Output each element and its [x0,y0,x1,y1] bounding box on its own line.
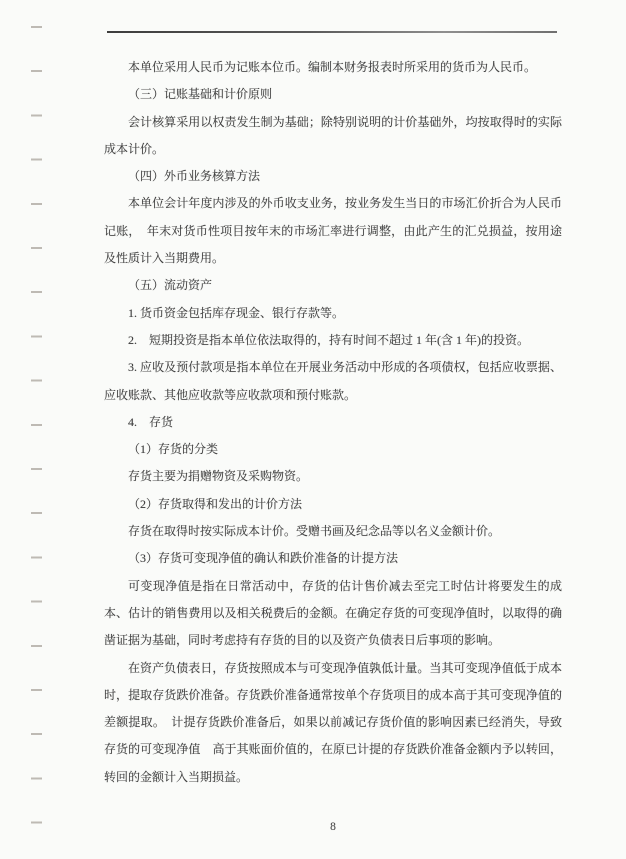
paragraph: 存货在取得时按实际成本计价。受赠书画及纪念品等以名义金额计价。 [128,524,501,539]
paragraph: 1. 货币资金包括库存现金、银行存款等。 [128,305,345,320]
header-rule-line [107,31,557,33]
paragraph: 存货主要为捐赠物资及采购物资。 [128,469,309,484]
binding-marks [31,26,42,826]
paragraph: （三）记账基础和计价原则 [128,87,273,102]
paragraph: 4. 存货 [128,414,174,429]
document-body [104,54,562,791]
paragraph: （1）存货的分类 [128,442,219,457]
paragraph: 本单位会计年度内涉及的外币收支业务，按业务发生当日的市场汇价折合为人民币记账， 年末对货币性项目按年末的市场汇率进行调整，由此产生的汇兑损益，按用途及性质计入当期费用。 [104,196,562,266]
paragraph: 在资产负债表日，存货按照成本与可变现净值孰低计量。当其可变现净值低于成本时，提取存货跌价准备。存货跌价准备通常按单个存货项目的成本高于其可变现净值的差额提取。 计提存货跌价准备后，如果以前减记存货价值的影响因素已经消失，导致存货的可变现净值 高于其账面价值的，在原已计提的存货跌价准备金额内予以转回，转回的金额计入当期损益。 [104,660,562,784]
paragraph: 本单位采用人民币为记账本位币。编制本财务报表时所采用的货币为人民币。 [128,60,537,74]
paragraph: （2）存货取得和发出的计价方法 [128,496,303,511]
paragraph: 可变现净值是指在日常活动中，存货的估计售价减去至完工时估计将要发生的成本、估计的销售费用以及相关税费后的金额。在确定存货的可变现净值时，以取得的确凿证据为基础，同时考虑持有存货的目的以及资产负债表日后事项的影响。 [104,578,562,648]
paragraph: 3. 应收及预付款项是指本单位在开展业务活动中形成的各项债权，包括应收票据、应收账款、其他应收款等应收款项和预付账款。 [104,360,562,402]
paragraph: 2. 短期投资是指本单位依法取得的，持有时间不超过 1 年(含 1 年)的投资。 [128,332,529,347]
paragraph: 会计核算采用以权责发生制为基础；除特别说明的计价基础外，均按取得时的实际成本计价。 [104,114,562,156]
page-number: 8 [330,821,336,833]
paragraph: （五）流动资产 [128,278,213,293]
paragraph: （四）外币业务核算方法 [128,169,261,184]
paragraph: （3）存货可变现净值的确认和跌价准备的计提方法 [128,551,399,566]
